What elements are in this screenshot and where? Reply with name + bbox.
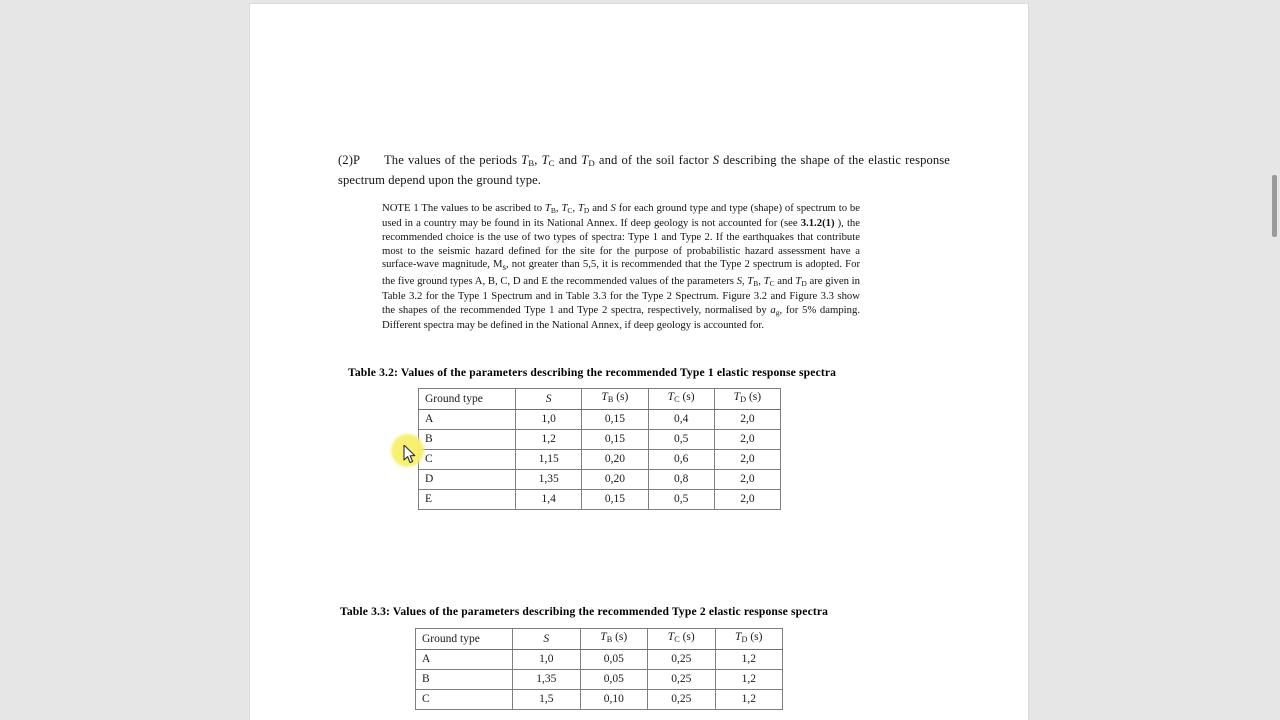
note-seg-8: ,: [741, 274, 748, 287]
cell-value: 0,5: [648, 490, 714, 510]
cell-ground-type: C: [416, 690, 513, 710]
document-body: [338, 152, 950, 333]
column-header-tc: $T_C$ (s): [648, 389, 714, 410]
cell-value: 2,0: [714, 430, 780, 450]
note-seg-7: , not greater than 5,5, it is recommended that the Type 2 spectrum is adopted. For the five ground types A, B, C, D and E the recommended values of the parameters: [382, 258, 861, 287]
note-seg-6: ), the recommended choice is the use of two types of spectra: Type 1 and Type 2. If the earthquakes that contribute most to the seismic hazard defined for the site for the purpose of probabilistic hazard assessment have a surface-wave magnitude, M: [382, 217, 860, 271]
symbol-tc: $T_C$: [541, 153, 555, 169]
cell-value: 0,15: [582, 430, 648, 450]
note-1: [382, 202, 860, 333]
vertical-scrollbar-track[interactable]: [1269, 0, 1280, 720]
symbol-td: $T_D$: [795, 274, 807, 288]
cell-value: 1,15: [516, 450, 582, 470]
symbol-td: $T_D$: [581, 153, 595, 169]
cell-value: 1,5: [513, 690, 581, 710]
cell-value: 0,25: [648, 650, 716, 670]
cell-value: 0,8: [648, 470, 714, 490]
cell-value: 0,5: [648, 430, 714, 450]
cell-ground-type: A: [419, 410, 516, 430]
cell-value: 1,2: [516, 430, 582, 450]
table-3-3: [415, 628, 783, 710]
note-seg-3: ,: [572, 202, 578, 215]
cell-ground-type: D: [419, 470, 516, 490]
table-row: [416, 670, 783, 690]
clause-text-2: ,: [534, 153, 542, 167]
cell-value: 1,0: [516, 410, 582, 430]
clause-2p: [338, 152, 950, 188]
note-seg-4: and: [589, 202, 611, 215]
note-seg-9: ,: [758, 274, 764, 287]
cell-ground-type: A: [416, 650, 513, 670]
cell-value: 1,0: [513, 650, 581, 670]
cell-value: 0,6: [648, 450, 714, 470]
table-row: [419, 490, 781, 510]
cell-value: 1,2: [715, 670, 783, 690]
note-seg-2: ,: [555, 202, 562, 215]
column-header-tc: $T_C$ (s): [648, 629, 716, 650]
vertical-scrollbar-thumb[interactable]: [1272, 175, 1277, 237]
column-header-tb: $T_B$ (s): [580, 629, 648, 650]
cell-value: 0,10: [580, 690, 648, 710]
note-seg-11: are given in Table 3.2 for the Type 1 Spectrum and in Table 3.3 for the Type 2 Spectrum. Figure 3.2 and Figure 3.3 show the shapes of the recommended Type 1 and Type 2 spectra, respectively, normalised by: [382, 274, 860, 316]
column-header-tb: $T_B$ (s): [582, 389, 648, 410]
cell-value: 2,0: [714, 490, 780, 510]
cell-value: 0,25: [648, 690, 716, 710]
symbol-tc: $T_C$: [763, 274, 775, 288]
table-3-3-header: [416, 629, 783, 650]
table-row: [416, 690, 783, 710]
cell-value: 1,2: [715, 650, 783, 670]
cell-value: 0,20: [582, 470, 648, 490]
symbol-tc: $T_C$: [561, 202, 573, 215]
symbol-tb: $T_B$: [521, 153, 535, 169]
clause-number: (2)P: [338, 153, 361, 167]
cell-value: 0,05: [580, 670, 648, 690]
symbol-s: S: [712, 153, 720, 167]
symbol-td: $T_D$: [577, 202, 590, 215]
cell-value: 1,4: [516, 490, 582, 510]
symbol-s: S: [610, 202, 616, 215]
column-header-ground-type: Ground type: [416, 629, 513, 650]
symbol-ag: $a_g$: [770, 303, 780, 317]
subscript-ms: s: [502, 262, 506, 273]
column-header-s: S: [513, 629, 581, 650]
cell-value: 0,15: [582, 410, 648, 430]
cell-value: 0,20: [582, 450, 648, 470]
note-seg-12: , for 5% damping. Different spectra may be defined in the National Annex, if deep geology is accounted for.: [382, 303, 861, 332]
column-header-s: S: [516, 389, 582, 410]
cell-value: 1,35: [513, 670, 581, 690]
table-row: [419, 450, 781, 470]
cell-ground-type: B: [416, 670, 513, 690]
cell-value: 0,15: [582, 490, 648, 510]
note-seg-1: The values to be ascribed to: [421, 202, 545, 215]
cell-value: 1,35: [516, 470, 582, 490]
column-header-td: $T_D$ (s): [714, 389, 780, 410]
cell-value: 1,2: [715, 690, 783, 710]
table-row: [419, 410, 781, 430]
note-seg-5: for each ground type and type (shape) of spectrum to be used in a country may be found in its National Annex. If deep geology is not accounted for (see: [382, 202, 861, 230]
table-row: [419, 470, 781, 490]
cross-reference-3-1-2-1[interactable]: 3.1.2(1): [800, 217, 835, 230]
cell-ground-type: C: [419, 450, 516, 470]
symbol-s: S: [736, 274, 742, 287]
cell-value: 0,4: [648, 410, 714, 430]
table-3-2: [418, 388, 781, 510]
column-header-ground-type: Ground type: [419, 389, 516, 410]
table-row: [416, 650, 783, 670]
column-header-td: $T_D$ (s): [715, 629, 783, 650]
clause-text-3: and: [554, 153, 582, 167]
clause-text-1: The values of the periods: [384, 153, 522, 167]
cell-value: 2,0: [714, 410, 780, 430]
clause-text-5: describing the shape of the elastic response spectrum depend upon the ground type.: [338, 153, 950, 187]
table-3-3-body: [416, 650, 783, 710]
document-page: [250, 4, 1028, 720]
table-header-row: [416, 629, 783, 650]
cell-value: 0,25: [648, 670, 716, 690]
cell-value: 2,0: [714, 450, 780, 470]
note-seg-10: and: [774, 274, 796, 287]
table-3-3-caption: Table 3.3: Values of the parameters describing the recommended Type 2 elastic response spectra: [340, 605, 829, 618]
table-3-2-caption: Table 3.2: Values of the parameters describing the recommended Type 1 elastic response spectra: [348, 366, 837, 379]
table-3-2-body: [419, 410, 781, 510]
cell-value: 0,05: [580, 650, 648, 670]
symbol-tb: $T_B$: [747, 274, 759, 288]
cell-ground-type: E: [419, 490, 516, 510]
cell-ground-type: B: [419, 430, 516, 450]
symbol-tb: $T_B$: [544, 202, 556, 215]
clause-text-4: and of the soil factor: [594, 153, 713, 167]
cell-value: 2,0: [714, 470, 780, 490]
table-row: [419, 430, 781, 450]
table-3-2-header: [419, 389, 781, 410]
note-label: NOTE 1: [382, 202, 419, 215]
table-header-row: [419, 389, 781, 410]
